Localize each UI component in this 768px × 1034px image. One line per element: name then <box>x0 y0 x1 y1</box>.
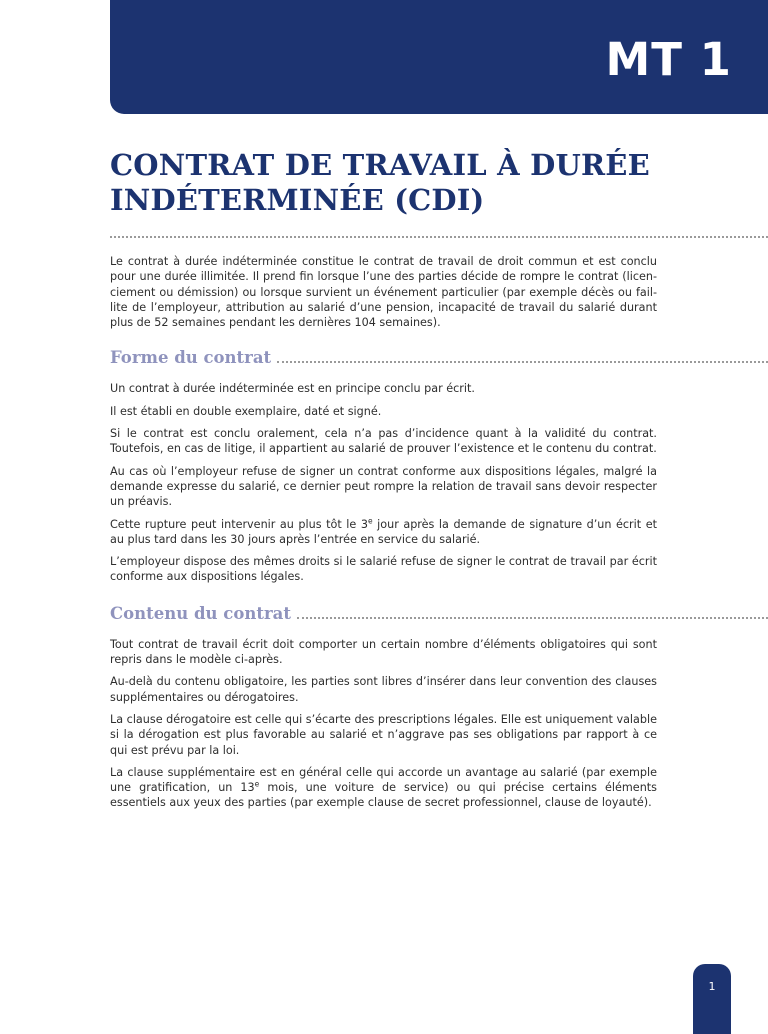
forme-paragraph-2: Il est établi en double exemplaire, daté et signé. <box>110 404 382 418</box>
forme-paragraph-5 <box>110 517 657 548</box>
forme-paragraph-6: L’employeur dispose des mêmes droits si le salarié refuse de signer le contrat de travail par écrit conforme aux dispositions légales. <box>110 555 657 584</box>
forme-paragraph-5-end: jour après la demande de signature d’un écrit et au plus tard dans les 30 jours après l’entrée en service du salarié. <box>110 517 657 546</box>
forme-paragraph-5-start: Cette rupture peut intervenir au plus tôt le 3 <box>110 517 368 531</box>
main-content <box>110 254 657 818</box>
header-band <box>110 0 768 114</box>
contenu-paragraph-4-start: La clause supplémentaire est en général celle qui accorde un avantage au salarié (par exemple une gratification, un 13 <box>110 765 657 795</box>
section-dotted-leader <box>277 361 768 363</box>
ordinal-superscript: e <box>254 779 260 789</box>
contenu-paragraph-2: Au-delà du contenu obligatoire, les parties sont libres d’insérer dans leur convention des clauses supplémentaires ou dérogatoires. <box>110 675 657 704</box>
forme-paragraph-1: Un contrat à durée indéterminée est en principe conclu par écrit. <box>110 382 475 396</box>
contenu-paragraph-4-end: mois, une voiture de service) ou qui précise certains éléments essentiels aux yeux des parties (par exemple clause de secret professionnel, clause de loyauté). <box>110 781 657 810</box>
page-title: CONTRAT DE TRAVAIL À DURÉE INDÉTERMINÉE (CDI) <box>110 148 650 217</box>
intro-paragraph: Le contrat à durée indéterminée constitue le contrat de travail de droit commun et est conclu pour une durée illimitée. Il prend fin lorsque l’une des parties décide de rompre le contrat (licen-ciement ou démission) ou lorsque survient un événement particulier (par exemple décès ou fail-lite de l’employeur, attribution au salarié d’une pension, incapacité de travail du salarié durant plus de 52 semaines pendant les dernières 104 semaines). <box>110 255 657 330</box>
section-title-contenu: Contenu du contrat <box>110 603 291 623</box>
section-title-forme: Forme du contrat <box>110 348 272 368</box>
title-divider <box>110 236 768 238</box>
forme-paragraph-3: Si le contrat est conclu oralement, cela n’a pas d’incidence quant à la validité du contrat. Toutefois, en cas de litige, il appartient au salarié de prouver l’existence et le contenu du contrat. <box>110 427 657 456</box>
document-code: MT 1 <box>605 33 732 86</box>
ordinal-superscript: e <box>367 515 373 525</box>
section-heading-forme <box>110 345 768 369</box>
forme-paragraph-4: Au cas où l’employeur refuse de signer un contrat conforme aux dispositions légales, malgré la demande expresse du salarié, ce dernier peut rompre la relation de travail sans devoir respecter un préavis. <box>110 464 657 509</box>
section-dotted-leader <box>297 617 768 619</box>
section-heading-contenu <box>110 601 768 625</box>
page-number: 1 <box>708 980 716 993</box>
contenu-paragraph-4 <box>110 765 657 811</box>
contenu-paragraph-1: Tout contrat de travail écrit doit comporter un certain nombre d’éléments obligatoires qui sont repris dans le modèle ci-après. <box>110 637 657 667</box>
contenu-paragraph-3: La clause dérogatoire est celle qui s’écarte des prescriptions légales. Elle est uniquement valable si la dérogation est plus favorable au salarié et n’aggrave pas ses obligations par rapport à ce qui est prévu par la loi. <box>110 712 657 757</box>
